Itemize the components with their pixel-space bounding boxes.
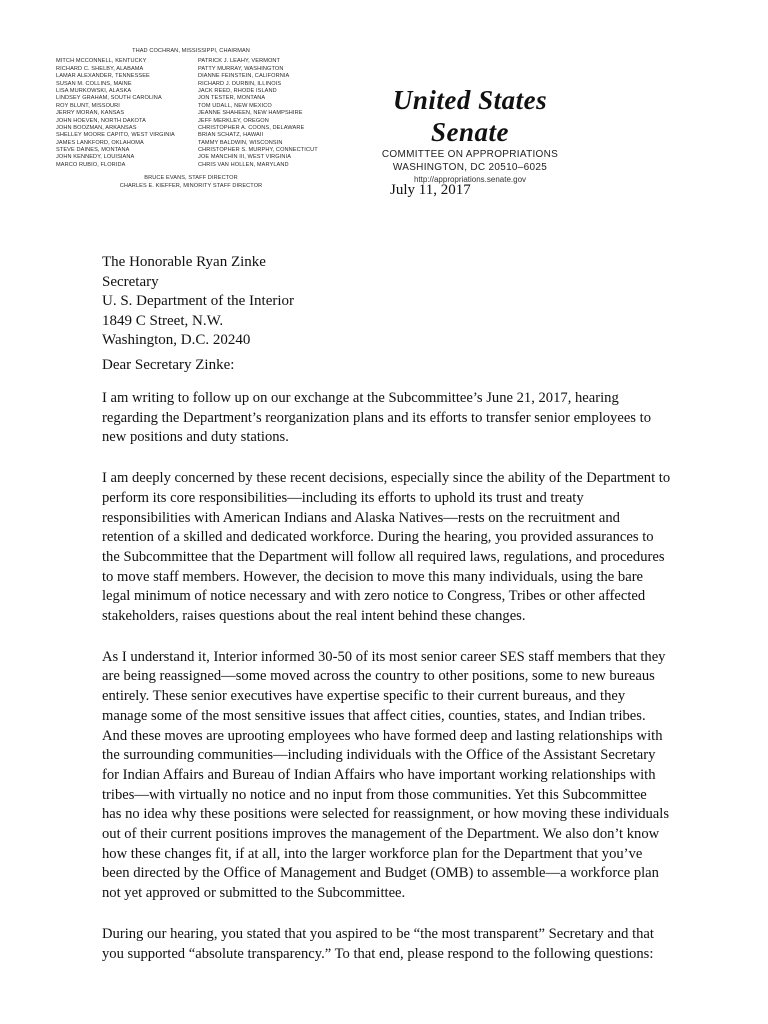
member-name: TOM UDALL, NEW MEXICO	[198, 102, 272, 109]
text-line: the Subcommittee that the Department will follow all required laws, regulations, and procedures	[102, 548, 665, 565]
member-name: SUSAN M. COLLINS, MAINE	[56, 80, 132, 87]
address-line: 1849 C Street, N.W.	[102, 312, 224, 329]
text-line: retention of a skilled and dedicated workforce. During the hearing, you provided assurances to	[102, 529, 654, 546]
member-name: TAMMY BALDWIN, WISCONSIN	[198, 139, 283, 146]
paragraph	[102, 389, 674, 448]
letter-date: July 11, 2017	[390, 182, 471, 198]
member-name: JON TESTER, MONTANA	[198, 95, 266, 102]
chairman-line: THAD COCHRAN, MISSISSIPPI, CHAIRMAN	[132, 48, 250, 54]
text-line: new positions and duty stations.	[102, 429, 289, 446]
recipient-address	[102, 253, 294, 351]
text-line: how these changes fit, if at all, into the larger workforce plan for the Department that you’ve	[102, 845, 643, 862]
text-line: During our hearing, you stated that you aspired to be “the most transparent” Secretary and that	[102, 925, 654, 942]
text-line: tribes—with virtually no notice and no input from those communities. Yet this Subcommittee	[102, 786, 647, 803]
minority-staff-director: CHARLES E. KIEFFER, MINORITY STAFF DIRECTOR	[119, 182, 263, 189]
member-name: BRIAN SCHATZ, HAWAII	[198, 132, 264, 139]
text-line: As I understand it, Interior informed 30-50 of its most senior career SES staff members that they	[102, 648, 666, 665]
address-line: Washington, D.C. 20240	[102, 332, 251, 349]
member-name: ROY BLUNT, MISSOURI	[56, 102, 120, 109]
salutation: Dear Secretary Zinke:	[102, 357, 235, 373]
committee-url: http://appropriations.senate.gov	[413, 175, 527, 184]
text-line: legal minimum of notice necessary and with zero notice to Congress, Tribes or other affected	[102, 588, 646, 605]
text-line: been directed by the Office of Management and Budget (OMB) to assemble—a workforce plan	[102, 865, 659, 882]
member-name: PATTY MURRAY, WASHINGTON	[198, 65, 284, 72]
senate-header	[352, 84, 588, 185]
staff-director: BRUCE EVANS, STAFF DIRECTOR	[144, 175, 238, 182]
member-name: MARCO RUBIO, FLORIDA	[56, 161, 126, 168]
member-name: STEVE DAINES, MONTANA	[56, 147, 130, 154]
senate-title: United States Senate	[392, 85, 548, 147]
majority-members	[56, 58, 184, 169]
paragraph	[102, 469, 674, 627]
member-name: JOE MANCHIN III, WEST VIRGINIA	[198, 154, 292, 161]
member-name: MITCH MCCONNELL, KENTUCKY	[56, 58, 147, 65]
member-name: RICHARD J. DURBIN, ILLINOIS	[198, 80, 282, 87]
address-line: The Honorable Ryan Zinke	[102, 254, 266, 270]
member-name: JOHN BOOZMAN, ARKANSAS	[56, 124, 137, 131]
text-line: stakeholders, raises questions about the real intent behind these changes.	[102, 608, 526, 625]
member-name: PATRICK J. LEAHY, VERMONT	[198, 58, 281, 65]
committee-members-list	[56, 48, 326, 190]
paragraph	[102, 648, 674, 904]
paragraph	[102, 925, 674, 964]
member-name: LINDSEY GRAHAM, SOUTH CAROLINA	[56, 95, 162, 102]
text-line: perform its core responsibilities—including its efforts to uphold its trust and treaty	[102, 489, 584, 506]
member-name: SHELLEY MOORE CAPITO, WEST VIRGINIA	[56, 132, 175, 139]
text-line: And these moves are uprooting employees who have formed deep and lasting relationships with	[102, 727, 663, 744]
member-name: JOHN KENNEDY, LOUISIANA	[56, 154, 135, 161]
text-line: entirely. These senior executives have expertise specific to their current bureaus, and they	[102, 688, 626, 705]
member-name: JERRY MORAN, KANSAS	[56, 110, 125, 117]
member-name: JOHN HOEVEN, NORTH DAKOTA	[56, 117, 146, 124]
member-name: JACK REED, RHODE ISLAND	[198, 87, 277, 94]
member-name: LISA MURKOWSKI, ALASKA	[56, 87, 132, 94]
text-line: has no idea why these positions were selected for reassignment, or how moving these individuals	[102, 806, 670, 823]
text-line: to move staff members. However, the decision to move this many individuals, using the bare	[102, 568, 644, 585]
text-line: I am writing to follow up on our exchange at the Subcommittee’s June 21, 2017, hearing	[102, 390, 619, 406]
member-name: CHRIS VAN HOLLEN, MARYLAND	[198, 161, 289, 168]
address-line: U. S. Department of the Interior	[102, 293, 295, 310]
address-line: Secretary	[102, 273, 159, 290]
text-line: for Indian Affairs and Bureau of Indian Affairs who have important working relationships with	[102, 766, 656, 783]
member-columns	[56, 58, 326, 169]
letter-body	[102, 389, 674, 985]
member-name: LAMAR ALEXANDER, TENNESSEE	[56, 73, 150, 80]
committee-name: COMMITTEE ON APPROPRIATIONS	[381, 149, 559, 160]
member-name: DIANNE FEINSTEIN, CALIFORNIA	[198, 73, 290, 80]
member-name: RICHARD C. SHELBY, ALABAMA	[56, 65, 144, 72]
text-line: the surrounding communities—including individuals with the Office of the Assistant Secretary	[102, 747, 656, 764]
member-name: CHRISTOPHER S. MURPHY, CONNECTICUT	[198, 147, 318, 154]
text-line: manage some of the most sensitive issues that affect cities, counties, states, and Indian tribes.	[102, 707, 646, 724]
text-line: you supported “absolute transparency.” To that end, please respond to the following questions:	[102, 945, 654, 962]
text-line: not yet approved or submitted to the Subcommittee.	[102, 885, 406, 902]
text-line: out of their current positions improves the management of the Department. We also don’t know	[102, 826, 660, 843]
text-line: are being reassigned—some moved across the country to other positions, some to new bureaus	[102, 668, 655, 685]
member-name: JEANNE SHAHEEN, NEW HAMPSHIRE	[198, 110, 303, 117]
committee-city: WASHINGTON, DC 20510–6025	[392, 162, 548, 173]
member-name: JAMES LANKFORD, OKLAHOMA	[56, 139, 144, 146]
member-name: CHRISTOPHER A. COONS, DELAWARE	[198, 124, 305, 131]
text-line: regarding the Department’s reorganization plans and its efforts to transfer senior employees to	[102, 409, 651, 426]
member-name: JEFF MERKLEY, OREGON	[198, 117, 269, 124]
minority-members	[198, 58, 326, 169]
text-line: responsibilities with American Indians and Alaska Natives—rests on the recruitment and	[102, 509, 620, 526]
text-line: I am deeply concerned by these recent decisions, especially since the ability of the Department to	[102, 470, 671, 487]
